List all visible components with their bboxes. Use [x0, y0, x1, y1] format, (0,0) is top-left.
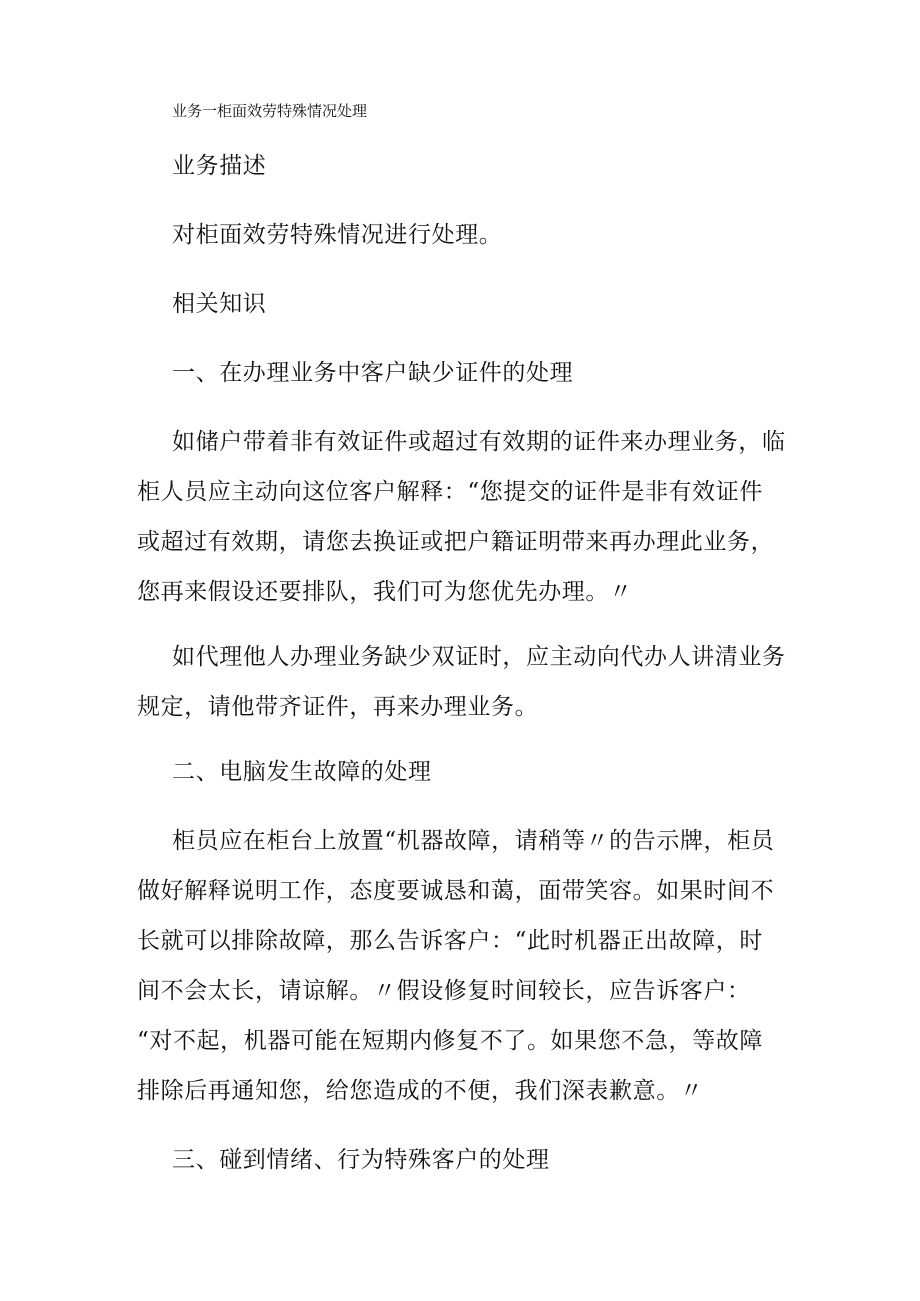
- paragraph-line: 间不会太长，请谅解。〃假设修复时间较长，应告诉客户：: [137, 978, 751, 1004]
- paragraph-line: 长就可以排除故障，那么告诉客户：“此时机器正出故障，时: [137, 928, 763, 954]
- paragraph-line: 排除后再通知您，给您造成的不便，我们深表歉意。〃: [137, 1078, 704, 1104]
- paragraph-line: 柜员应在柜台上放置“机器故障，请稍等〃的告示牌，柜员: [172, 828, 775, 854]
- heading-knowledge: 相关知识: [172, 291, 267, 317]
- paragraph-line: 您再来假设还要排队，我们可为您优先办理。〃: [137, 579, 633, 605]
- section2-title: 二、电脑发生故障的处理: [172, 759, 432, 785]
- paragraph-line: 规定，请他带齐证件，再来办理业务。: [137, 694, 539, 720]
- paragraph-line: 柜人员应主动向这位客户解释：“您提交的证件是非有效证件: [137, 479, 763, 505]
- section1-paragraph-2: [137, 632, 787, 732]
- paragraph-line: 如代理他人办理业务缺少双证时，应主动向代办人讲清业务: [172, 644, 786, 670]
- paragraph-line: 如储户带着非有效证件或超过有效期的证件来办理业务，临: [172, 429, 786, 455]
- section1-paragraph-1: [137, 417, 787, 617]
- section3-title: 三、碰到情绪、行为特殊客户的处理: [172, 1147, 550, 1173]
- paragraph-line: “对不起，机器可能在短期内修复不了。如果您不急，等故障: [137, 1028, 763, 1054]
- section1-title: 一、在办理业务中客户缺少证件的处理: [172, 360, 574, 386]
- document-header: 业务一柜面效劳特殊情况处理: [172, 102, 368, 120]
- paragraph-line: 或超过有效期，请您去换证或把户籍证明带来再办理此业务，: [137, 529, 775, 555]
- section2-paragraph-1: [137, 816, 787, 1116]
- paragraph-line: 做好解释说明工作，态度要诚恳和蔼，面带笑容。如果时间不: [137, 878, 775, 904]
- heading-description: 业务描述: [172, 153, 267, 179]
- description-text: 对柜面效劳特殊情况进行处理。: [172, 222, 503, 248]
